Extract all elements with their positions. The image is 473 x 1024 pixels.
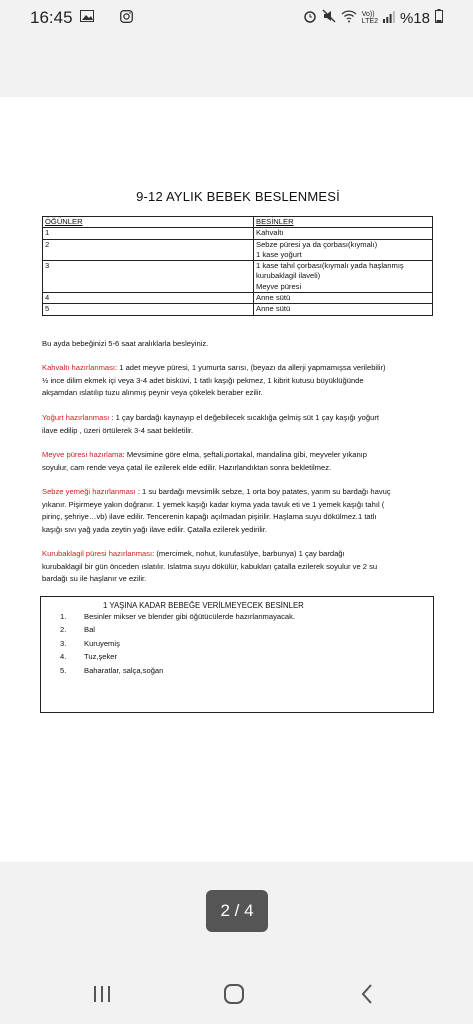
home-button[interactable]: [214, 974, 254, 1014]
wifi-icon: [341, 10, 357, 27]
meal-number: 5: [43, 304, 254, 315]
section-text: yıkanır. Pişirmeye yakın doğranır. 1 yemek kaşığı kadar kıyma yada tavuk eti ve 1 yemek kaşığı tahıl (: [42, 499, 385, 509]
meal-foods: [254, 261, 433, 293]
back-icon: [360, 983, 374, 1005]
forbidden-foods-list: [47, 610, 295, 677]
section-text: bardağı su ile haşlanır ve ezilir.: [42, 574, 147, 583]
back-button[interactable]: [347, 974, 387, 1014]
instagram-icon: [120, 10, 133, 26]
section-fruit-puree: [42, 449, 434, 474]
list-number: 2.: [60, 625, 67, 635]
status-icons: [303, 9, 443, 27]
home-icon: [223, 983, 245, 1005]
list-number: 5.: [60, 665, 67, 675]
lte-text: LTE2: [361, 18, 378, 25]
section-vegetable-meal: [42, 486, 434, 536]
list-number: 4.: [60, 652, 67, 662]
food-line: kurubaklagil ilaveli): [256, 271, 321, 281]
forbidden-foods-title: 1 YAŞINA KADAR BEBEĞE VERİLMEYECEK BESİNLER: [103, 601, 304, 610]
table-row: [43, 261, 433, 293]
network-label: [362, 11, 378, 25]
table-row: [43, 293, 433, 304]
volte-text: Vo)): [361, 11, 375, 18]
section-text: : Mevsimine göre elma, şeftali,portakal, mandalina gibi, meyveler yıkanıp: [122, 450, 368, 459]
section-text: ilave edilip , üzeri örtülerek 3-4 saat bekletilir.: [42, 425, 194, 435]
battery-icon: [435, 9, 443, 27]
list-number: 3.: [60, 638, 67, 648]
page-indicator: 2 / 4: [206, 890, 268, 932]
section-text: akşamdan ıslatılıp tuzu alınmış peynir veya çökelek beraber ezilir.: [42, 388, 263, 397]
section-text: soyulur, cam rende veya çatal ile ezilerek elde edilir. Hazırlandıktan sonra bekletilmez.: [42, 462, 332, 472]
mute-icon: [322, 9, 336, 27]
section-yogurt: [42, 412, 434, 437]
section-breakfast: [42, 362, 434, 400]
list-number: 1.: [60, 612, 67, 621]
meal-number: 1: [43, 228, 254, 239]
recent-apps-button[interactable]: [82, 974, 122, 1014]
section-text: : 1 su bardağı mevsimlik sebze, 1 orta boy patates, yarım su bardağı havuç: [135, 487, 391, 496]
list-item: [47, 650, 295, 663]
food-line: Meyve püresi: [256, 281, 302, 291]
gallery-icon: [80, 10, 94, 25]
list-text: Kuruyemiş: [84, 638, 120, 648]
alarm-icon: [303, 9, 317, 27]
meal-foods: [254, 239, 433, 261]
table-header-foods: BESİNLER: [254, 217, 433, 228]
section-legume-puree: [42, 548, 434, 586]
section-text: pirinç, şehriye…vb) ilave edilir. Tencerenin kapağı açılmadan pişirilir. Haşlama suyu dökülmez.1 tatlı: [42, 512, 377, 521]
list-item: [47, 610, 295, 623]
food-line: Sebze püresi ya da çorbası(kıymalı): [256, 239, 378, 249]
status-bar: [0, 0, 473, 38]
list-item: [47, 623, 295, 636]
table-header-row: [43, 217, 433, 228]
meal-foods: [254, 228, 433, 239]
list-text: Bal: [84, 625, 95, 635]
meal-number: 4: [43, 293, 254, 304]
forbidden-foods-box: [40, 596, 434, 713]
feeding-note: Bu ayda bebeğinizi 5-6 saat aralıklarla besleyiniz.: [42, 339, 209, 348]
section-text: kurubaklagil bir gün önceden ıslatılır. Islatma suyu dökülür, kabukları çatalla ezilerek soyulur ve 2 su: [42, 561, 378, 571]
section-text: : 1 çay bardağı kaynayıp el değebilecek sıcaklığa gelmiş süt 1 çay kaşığı yoğurt: [109, 413, 379, 422]
meal-number: 2: [43, 239, 254, 261]
section-text: : 1 adet meyve püresi, 1 yumurta sarısı, (beyazı da allerji yapmamışsa verilebilir): [115, 363, 386, 372]
meals-table: [42, 216, 433, 316]
meal-foods: [254, 293, 433, 304]
food-line: Anne sütü: [256, 293, 291, 303]
list-item: [47, 637, 295, 650]
food-line: 1 kase tahıl çorbası(kıymalı yada haşlanmış: [256, 261, 404, 271]
section-label: Yoğurt hazırlanması: [42, 413, 110, 422]
meal-number: 3: [43, 261, 254, 293]
battery-percent: %18: [399, 9, 430, 27]
document-page[interactable]: [0, 97, 473, 862]
section-text: ½ ince dilim ekmek içi veya 3-4 adet bisküvi, 1 tatlı kaşığı pekmez, 1 kibrit kutusu büyüklüğünde: [42, 375, 364, 385]
list-item: [47, 664, 295, 677]
list-text: Tuz,şeker: [84, 652, 118, 662]
document-title: 9-12 AYLIK BEBEK BESLENMESİ: [136, 189, 340, 204]
meal-foods: [254, 304, 433, 315]
list-text: Baharatlar, salça,soğan: [84, 665, 164, 675]
section-label: Meyve püresi hazırlama: [42, 450, 123, 459]
table-row: [43, 304, 433, 315]
section-text: kaşığı sıvı yağ yada zeytin yağı ilave edilir. Çatalla ezilerek yedirilir.: [42, 524, 267, 534]
food-line: Kahvaltı: [256, 228, 284, 238]
navigation-bar: [0, 962, 473, 1024]
signal-icon: [383, 10, 395, 27]
section-text: : (mercimek, nohut, kurufasülye, barbunya) 1 çay bardağı: [152, 549, 345, 558]
section-label: Kahvaltı hazırlanması: [42, 363, 116, 372]
section-label: Sebze yemeği hazırlanması: [42, 487, 136, 496]
table-row: [43, 228, 433, 239]
table-row: [43, 239, 433, 261]
status-time: 16:45: [30, 8, 73, 27]
list-text: Besinler mikser ve blender gibi öğütücülerde hazırlanmayacak.: [84, 612, 296, 621]
recent-apps-icon: [92, 985, 112, 1003]
section-label: Kurubaklagil püresi hazırlanması: [42, 549, 153, 558]
table-header-meals: ÖĞÜNLER: [43, 217, 254, 228]
food-line: 1 kase yoğurt: [256, 249, 302, 259]
food-line: Anne sütü: [256, 304, 291, 314]
